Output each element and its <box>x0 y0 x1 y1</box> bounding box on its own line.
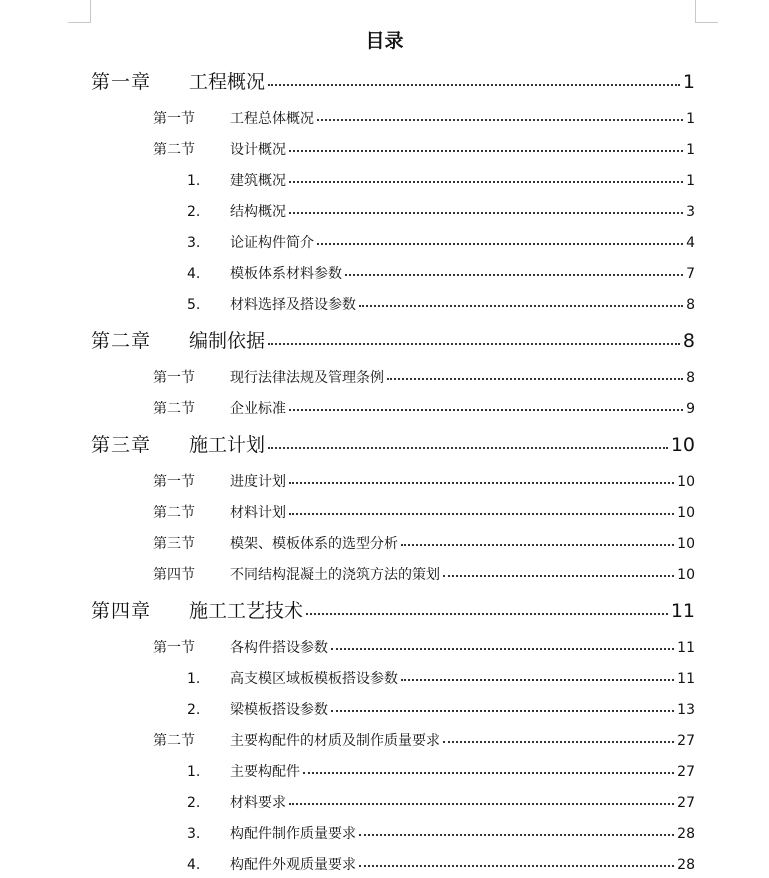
toc-entry-number: 第一节 <box>153 474 195 490</box>
toc-section-entry[interactable] <box>153 564 695 584</box>
toc-entry-text: 材料计划 <box>230 505 286 521</box>
toc-chapter-entry[interactable] <box>91 67 695 94</box>
toc-leader-dots <box>289 150 683 152</box>
toc-entry-text: 梁模板搭设参数 <box>230 702 328 718</box>
toc-entry-text: 主要构配件 <box>230 764 300 780</box>
toc-entry-number: 第四节 <box>153 567 195 583</box>
toc-entry-number: 第三章 <box>91 434 152 456</box>
toc-entry-number: 第一节 <box>153 640 195 656</box>
toc-leader-dots <box>359 865 674 867</box>
toc-page-number: 1 <box>686 142 695 158</box>
toc-entry-number: 1. <box>187 173 201 189</box>
toc-entry-text: 工程概况 <box>189 71 266 93</box>
toc-leader-dots <box>268 343 680 345</box>
toc-leader-dots <box>387 378 683 380</box>
toc-entry-text: 结构概况 <box>230 204 286 220</box>
toc-entry-number: 2. <box>187 795 201 811</box>
toc-section-entry[interactable] <box>153 398 695 418</box>
toc-entry-number: 3. <box>187 826 201 842</box>
toc-section-entry[interactable] <box>153 730 695 750</box>
toc-entry-number: 1. <box>187 671 201 687</box>
toc-entry-text: 主要构配件的材质及制作质量要求 <box>230 733 440 749</box>
toc-entry-text: 材料选择及搭设参数 <box>230 297 356 313</box>
toc-leader-dots <box>268 447 668 449</box>
toc-entry-text: 进度计划 <box>230 474 286 490</box>
toc-entry-number: 第四章 <box>91 600 152 622</box>
toc-page-number: 27 <box>677 764 695 780</box>
toc-entry-number: 4. <box>187 266 201 282</box>
toc-leader-dots <box>303 772 674 774</box>
toc-section-entry[interactable] <box>153 108 695 128</box>
toc-entry-number: 2. <box>187 702 201 718</box>
toc-leader-dots <box>331 710 674 712</box>
toc-entry-text: 施工计划 <box>189 434 266 456</box>
toc-page-number: 11 <box>677 671 695 687</box>
toc-section-entry[interactable] <box>153 139 695 159</box>
toc-entry-number: 3. <box>187 235 201 251</box>
toc-entry-number: 1. <box>187 764 201 780</box>
toc-section-entry[interactable] <box>153 367 695 387</box>
toc-page-number: 7 <box>686 266 695 282</box>
toc-entry-number: 第三节 <box>153 536 195 552</box>
toc-page-number: 3 <box>686 204 695 220</box>
toc-leader-dots <box>443 575 674 577</box>
toc-section-entry[interactable] <box>153 533 695 553</box>
toc-page-number: 1 <box>682 71 695 93</box>
toc-entry-text: 施工工艺技术 <box>189 600 304 622</box>
toc-item-entry[interactable] <box>187 761 695 781</box>
toc-entry-number: 第一章 <box>91 71 152 93</box>
toc-entry-number: 5. <box>187 297 201 313</box>
toc-page-number: 13 <box>677 702 695 718</box>
toc-page-number: 10 <box>677 474 695 490</box>
toc-entry-number: 第一节 <box>153 111 195 127</box>
toc-page-number: 28 <box>677 826 695 842</box>
toc-leader-dots <box>289 409 683 411</box>
toc-entry-text: 工程总体概况 <box>230 111 314 127</box>
toc-item-entry[interactable] <box>187 792 695 812</box>
toc-entry-number: 第二节 <box>153 401 195 417</box>
toc-page-number: 28 <box>677 857 695 873</box>
toc-page-number: 1 <box>686 173 695 189</box>
toc-title: 目录 <box>365 30 404 52</box>
toc-entry-text: 不同结构混凝土的浇筑方法的策划 <box>230 567 440 583</box>
toc-leader-dots <box>331 648 674 650</box>
toc-entry-text: 设计概况 <box>230 142 286 158</box>
toc-entry-text: 模板体系材料参数 <box>230 266 342 282</box>
toc-section-entry[interactable] <box>153 471 695 491</box>
toc-page-number: 11 <box>670 600 695 622</box>
toc-page-number: 4 <box>686 235 695 251</box>
toc-item-entry[interactable] <box>187 294 695 314</box>
toc-item-entry[interactable] <box>187 668 695 688</box>
toc-entry-text: 现行法律法规及管理条例 <box>230 370 384 386</box>
toc-item-entry[interactable] <box>187 823 695 843</box>
toc-item-entry[interactable] <box>187 263 695 283</box>
toc-chapter-entry[interactable] <box>91 326 695 353</box>
toc-leader-dots <box>317 119 683 121</box>
toc-page-number: 11 <box>677 640 695 656</box>
toc-leader-dots <box>306 613 668 615</box>
toc-entry-number: 第二节 <box>153 505 195 521</box>
toc-entry-text: 材料要求 <box>230 795 286 811</box>
toc-section-entry[interactable] <box>153 637 695 657</box>
toc-page-number: 10 <box>677 536 695 552</box>
toc-leader-dots <box>289 212 683 214</box>
toc-entry-number: 第二节 <box>153 733 195 749</box>
toc-chapter-entry[interactable] <box>91 430 695 457</box>
toc-leader-dots <box>401 679 674 681</box>
toc-item-entry[interactable] <box>187 170 695 190</box>
toc-entry-text: 各构件搭设参数 <box>230 640 328 656</box>
toc-page-number: 10 <box>677 505 695 521</box>
toc-entry-text: 企业标准 <box>230 401 286 417</box>
toc-item-entry[interactable] <box>187 854 695 874</box>
page-corner-mark-left <box>68 0 91 23</box>
toc-leader-dots <box>359 305 683 307</box>
page-corner-mark-right <box>695 0 718 23</box>
toc-entry-text: 论证构件简介 <box>230 235 314 251</box>
toc-page-number: 9 <box>686 401 695 417</box>
toc-chapter-entry[interactable] <box>91 596 695 623</box>
toc-item-entry[interactable] <box>187 201 695 221</box>
toc-page-number: 10 <box>670 434 695 456</box>
toc-page-number: 10 <box>677 567 695 583</box>
toc-leader-dots <box>289 181 683 183</box>
toc-entry-text: 高支模区域板模板搭设参数 <box>230 671 398 687</box>
toc-entry-number: 第一节 <box>153 370 195 386</box>
toc-section-entry[interactable] <box>153 502 695 522</box>
toc-page-number: 27 <box>677 795 695 811</box>
toc-page-number: 8 <box>686 297 695 313</box>
toc-item-entry[interactable] <box>187 699 695 719</box>
toc-entry-text: 构配件外观质量要求 <box>230 857 356 873</box>
toc-leader-dots <box>401 544 674 546</box>
toc-item-entry[interactable] <box>187 232 695 252</box>
toc-entry-number: 2. <box>187 204 201 220</box>
toc-entry-text: 编制依据 <box>189 330 266 352</box>
toc-leader-dots <box>289 482 674 484</box>
toc-entry-number: 第二节 <box>153 142 195 158</box>
toc-page-number: 27 <box>677 733 695 749</box>
toc-page-number: 8 <box>682 330 695 352</box>
toc-entry-text: 构配件制作质量要求 <box>230 826 356 842</box>
toc-leader-dots <box>359 834 674 836</box>
toc-entry-number: 第二章 <box>91 330 152 352</box>
toc-leader-dots <box>345 274 683 276</box>
toc-leader-dots <box>317 243 683 245</box>
toc-leader-dots <box>443 741 674 743</box>
toc-leader-dots <box>289 513 674 515</box>
toc-entry-text: 建筑概况 <box>230 173 286 189</box>
toc-leader-dots <box>289 803 674 805</box>
toc-page-number: 8 <box>686 370 695 386</box>
toc-leader-dots <box>268 84 680 86</box>
toc-entry-text: 模架、模板体系的选型分析 <box>230 536 398 552</box>
toc-entry-number: 4. <box>187 857 201 873</box>
toc-page-number: 1 <box>686 111 695 127</box>
